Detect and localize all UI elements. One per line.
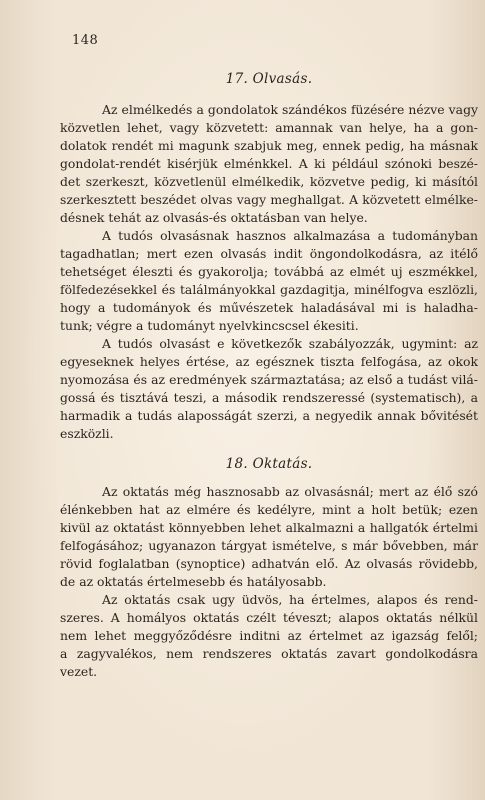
text-line: désnek tehát az olvasás-és oktatásban van helye. <box>60 210 368 225</box>
section-heading: 17. Olvasás. <box>225 71 313 87</box>
paragraph <box>60 335 478 443</box>
text-line: A tudós olvasást e következők szabályozzák, ugymint: az <box>102 336 478 351</box>
text-line: szerkesztett beszédet olvas vagy meghallgat. A közvetett elmélke- <box>60 192 478 207</box>
text-line: A tudós olvasásnak hasznos alkalmazása a tudományban <box>102 228 478 243</box>
text-line: fölfedezésekkel és találmányokkal gazdagitja, minélfogva eszlözli, <box>60 282 478 297</box>
text-line: nyomozása és az eredmények származtatása; az első a tudást vilá- <box>60 372 478 387</box>
paragraph <box>60 227 478 335</box>
text-line: Az oktatás csak ugy üdvös, ha értelmes, alapos és rend- <box>102 592 478 607</box>
text-line: tehetséget éleszti és gyakorolja; továbbá az elmét uj eszmékkel, <box>60 264 478 279</box>
text-line: tunk; végre a tudományt nyelvkincscsel ékesiti. <box>60 318 359 333</box>
paragraph <box>60 591 478 681</box>
section-heading: 18. Oktatás. <box>225 456 313 472</box>
text-line: de az oktatás értelmesebb és hatályosabb. <box>60 574 327 589</box>
text-line: kivül az oktatást könnyebben lehet alkalmazni a hallgatók értelmi <box>60 520 478 535</box>
paragraph <box>60 483 478 591</box>
text-line: tagadhatlan; mert ezen olvasás indit öngondolkodásra, az itélő <box>60 246 478 261</box>
text-line: a zagyvalékos, nem rendszeres oktatás zavart gondolkodásra <box>60 646 478 661</box>
page-number: 148 <box>72 33 99 48</box>
text-line: dolatok rendét mi magunk szabjuk meg, ennek pedig, ha másnak <box>60 138 478 153</box>
text-line: eszközli. <box>60 426 114 441</box>
text-line: közvetlen lehet, vagy közvetett: amannak van helye, ha a gon- <box>60 120 478 135</box>
text-line: vezet. <box>60 664 98 679</box>
text-line: harmadik a tudás alaposságát szerzi, a negyedik annak bővitését <box>60 408 478 423</box>
text-line: det szerkeszt, közvetlenül elmélkedik, közvetve pedig, ki másítól <box>60 174 478 189</box>
text-line: Az elmélkedés a gondolatok szándékos füzésére nézve vagy <box>102 102 478 117</box>
text-line: rövid foglalatban (synoptice) adhatván elő. Az olvasás rövidebb, <box>60 556 478 571</box>
text-line: gondolat-rendét kisérjük elménkkel. A ki például szónoki beszé- <box>60 156 478 171</box>
text-line: szeres. A homályos oktatás czélt téveszt; alapos oktatás nélkül <box>60 610 478 625</box>
text-line: egyeseknek helyes értése, az egésznek tiszta felfogása, az okok <box>60 354 478 369</box>
paragraph <box>60 101 478 227</box>
text-line: hogy a tudományok és művészetek haladásával mi is haladha- <box>60 300 478 315</box>
text-line: gossá és tisztává teszi, a második rendszeressé (systematisch), a <box>60 390 478 405</box>
page-body <box>60 70 478 681</box>
text-line: felfogásához; ugyanazon tárgyat ismételve, s már bővebben, már <box>60 538 478 553</box>
text-line: Az oktatás még hasznosabb az olvasásnál; mert az élő szó <box>102 484 478 499</box>
text-line: nem lehet meggyőződésre inditni az értelmet az igazság felől; <box>60 628 478 643</box>
text-line: élénkebben hat az elmére és kedélyre, mint a holt betük; ezen <box>60 502 478 517</box>
